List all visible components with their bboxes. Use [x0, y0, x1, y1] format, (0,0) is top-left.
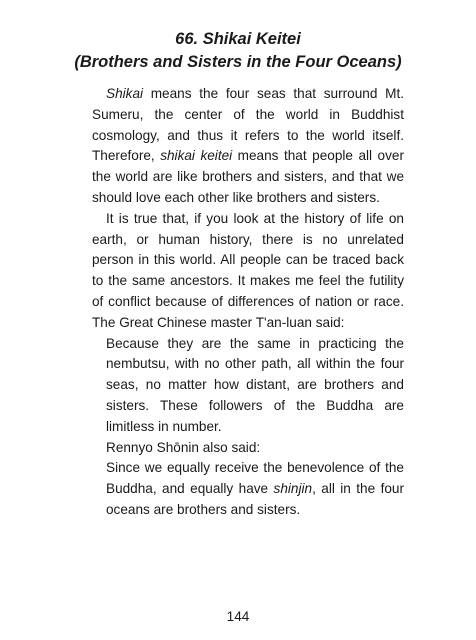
term-shikai: Shikai	[106, 86, 144, 101]
quote-text: , all in the four oceans are brothers and sisters.	[106, 481, 404, 517]
paragraph-shikai-definition	[92, 84, 404, 209]
attribution-rennyo: Rennyo Shōnin also said:	[106, 439, 261, 455]
chapter-title: 66. Shikai Keitei	[175, 30, 301, 48]
term-shinjin: shinjin	[273, 481, 313, 497]
quote-tan-luan: Because they are the same in practicing the nembutsu, with no other path, all within the four seas, no matter how distant, are brothers and sisters. These followers of the Buddha are limitless in number.	[106, 335, 404, 434]
page-number: 144	[226, 609, 250, 624]
paragraph-text: means that people all over the world are like brothers and sisters, and that we should love each other like brothers and sisters.	[92, 148, 404, 205]
paragraph-history: It is true that, if you look at the history of life on earth, or human history, there is no unrelated person in this world. All people can be traced back to the same ancestors. It makes me feel the futility of conflict because of differences of nation or race. The Great Chinese master T'an-luan said:	[92, 210, 404, 330]
paragraph-text: means the four seas that surround Mt. Sumeru, the center of the world in Buddhist cosmology, and thus it refers to the world itself. Therefore,	[92, 86, 404, 164]
quote-rennyo	[106, 458, 404, 520]
body-text	[92, 84, 404, 521]
quote-text: Since we equally receive the benevolence of the Buddha, and equally have	[106, 460, 404, 497]
term-shikai-keitei: shikai keitei	[160, 148, 233, 164]
chapter-subtitle: (Brothers and Sisters in the Four Oceans)	[74, 53, 402, 71]
